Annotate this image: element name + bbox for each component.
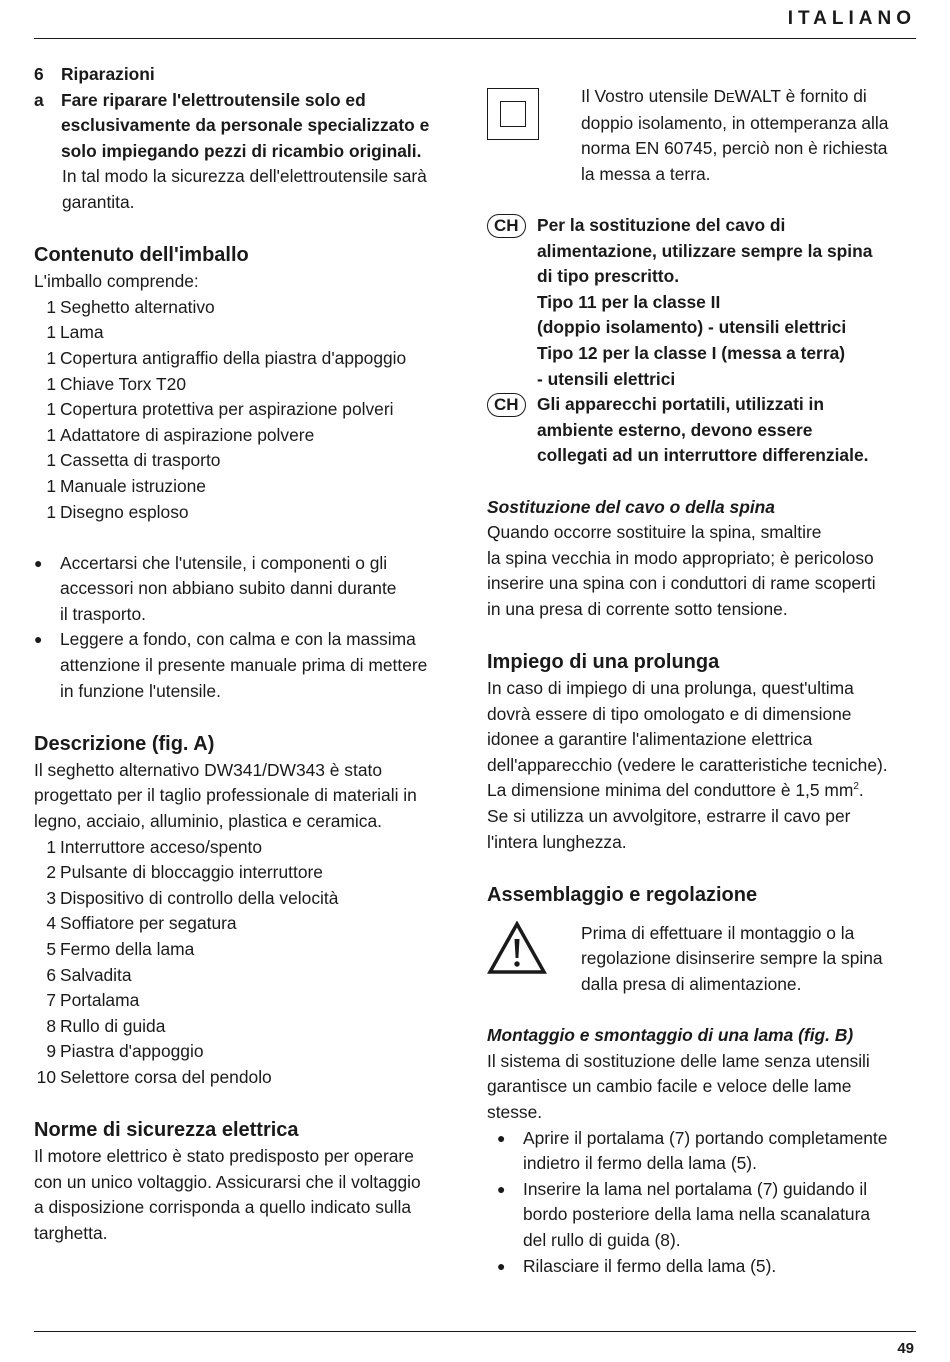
package-list-item: 1 Chiave Torx T20 [46, 373, 186, 394]
assembly-warning: Prima di effettuare il montaggio o la regolazione disinserire sempre la spina dalla presa di alimentazione. [487, 921, 917, 998]
plug-text: Quando occorre sostituire la spina, smaltire la spina vecchia in modo appropriato; è pericoloso inserire una spina con i conduttori di rame scoperti in una presa di corrente sotto tensione. [487, 522, 876, 619]
package-list-item: 1 Copertura protettiva per aspirazione polveri [46, 399, 394, 420]
page-number: 49 [897, 1340, 914, 1357]
description-list-item: 2 Pulsante di bloccaggio interruttore [46, 862, 323, 883]
ch-note-outdoor: CH Gli apparecchi portatili, utilizzati in ambiente esterno, devono essere collegati ad un interruttore differenziale. [487, 392, 917, 469]
blade-bullets [487, 1126, 917, 1280]
description-list-item: 1 Interruttore acceso/spento [46, 836, 263, 857]
left-column [34, 62, 464, 1247]
brand-dewalt: DEWALT [713, 86, 781, 106]
description-list-item: 7 Portalama [46, 990, 140, 1011]
description-list-item: 6 Salvadita [46, 964, 132, 985]
package-intro: L'imballo comprende: [34, 271, 199, 292]
package-list-item: 1 Adattatore di aspirazione polvere [46, 424, 315, 445]
package-list-item: 1 Cassetta di trasporto [46, 450, 221, 471]
package-heading: Contenuto dell'imballo [34, 244, 249, 267]
description-list-item: 8 Rullo di guida [46, 1015, 166, 1036]
description-list-item: 5 Fermo della lama [46, 939, 195, 959]
electrical-heading: Norme di sicurezza elettrica [34, 1119, 299, 1142]
plug-subheading: Sostituzione del cavo o della spina [487, 496, 775, 517]
blade-bullet: ● Aprire il portalama (7) portando completamente indietro il fermo della lama (5). [497, 1127, 888, 1174]
ch-badge: CH [487, 393, 526, 417]
description-list-item: 9 Piastra d'appoggio [46, 1041, 204, 1062]
blade-subheading: Montaggio e smontaggio di una lama (fig. B) [487, 1025, 854, 1046]
extension-text: In caso di impiego di una prolunga, quest'ultima dovrà essere di tipo omologato e di dimensione idonee a garantire l'alimentazione elettrica dell'apparecchio (vedere le caratteristiche tecniche). La dimensione minima del conduttore è 1,5 $mm^2$. Se si utilizza un avvolgitore, estrarre il cavo per l'intera lunghezza. [487, 678, 888, 852]
double-insulation-icon [487, 88, 539, 140]
blade-bullet: ● Inserire la lama nel portalama (7) guidando il bordo posteriore della lama nella scanalatura del rullo di guida (8). [497, 1178, 871, 1250]
package-list-item: 1 Disegno esploso [46, 501, 189, 522]
repairs-item: a Fare riparare l'elettroutensile solo ed esclusivamente da personale specializzato e solo impiegando pezzi di ricambio originali. In tal modo la sicurezza dell'elettroutensile sarà garantita. [34, 89, 430, 212]
package-list-item: 1 Lama [46, 322, 104, 343]
package-bullet: ● Accertarsi che l'utensile, i componenti o gli accessori non abbiano subito danni durante il trasporto. [34, 552, 397, 624]
package-list [34, 295, 464, 525]
language-header: ITALIANO [787, 8, 916, 29]
description-list [34, 835, 464, 1091]
ch-badge: CH [487, 214, 526, 238]
double-insulation-note: Il Vostro utensile DEWALT è fornito di doppio isolamento, in ottemperanza alla norma EN 60745, perciò non è richiesta la messa a terra. [487, 84, 917, 187]
package-list-item: 1 Seghetto alternativo [46, 296, 215, 317]
warning-triangle-icon [487, 921, 547, 975]
header-rule [34, 38, 916, 39]
assembly-heading: Assemblaggio e regolazione [487, 883, 758, 906]
description-text: Il seghetto alternativo DW341/DW343 è stato progettato per il taglio professionale di materiali in legno, acciaio, alluminio, plastica e ceramica. [34, 759, 417, 832]
package-list-item: 1 Manuale istruzione [46, 475, 206, 496]
package-list-item: 1 Copertura antigraffio della piastra d'appoggio [46, 347, 407, 368]
footer-rule [34, 1331, 916, 1332]
description-heading: Descrizione (fig. A) [34, 732, 215, 755]
repairs-heading: 6 Riparazioni [34, 64, 155, 84]
package-bullets [34, 551, 464, 705]
blade-bullet: ● Rilasciare il fermo della lama (5). [497, 1255, 777, 1276]
extension-heading: Impiego di una prolunga [487, 651, 720, 674]
package-bullet: ● Leggere a fondo, con calma e con la massima attenzione il presente manuale prima di mettere in funzione l'utensile. [34, 629, 428, 701]
ch-note-cable: CH Per la sostituzione del cavo di alimentazione, utilizzare sempre la spina di tipo prescritto. Tipo 11 per la classe II (doppio isolamento) - utensili elettrici Tipo 12 per la classe I (messa a terra) - utensili elettrici [487, 213, 917, 392]
blade-text: Il sistema di sostituzione delle lame senza utensili garantisce un cambio facile e veloce delle lame stesse. [487, 1050, 870, 1122]
description-list-item: 3 Dispositivo di controllo della velocità [46, 887, 339, 908]
description-list-item: 4 Soffiatore per segatura [46, 913, 237, 934]
right-column [487, 84, 917, 1279]
description-list-item: 10 Selettore corsa del pendolo [36, 1066, 272, 1087]
electrical-text: Il motore elettrico è stato predisposto per operare con un unico voltaggio. Assicurarsi che il voltaggio a disposizione corrisponda a quello indicato sulla targhetta. [34, 1146, 421, 1243]
